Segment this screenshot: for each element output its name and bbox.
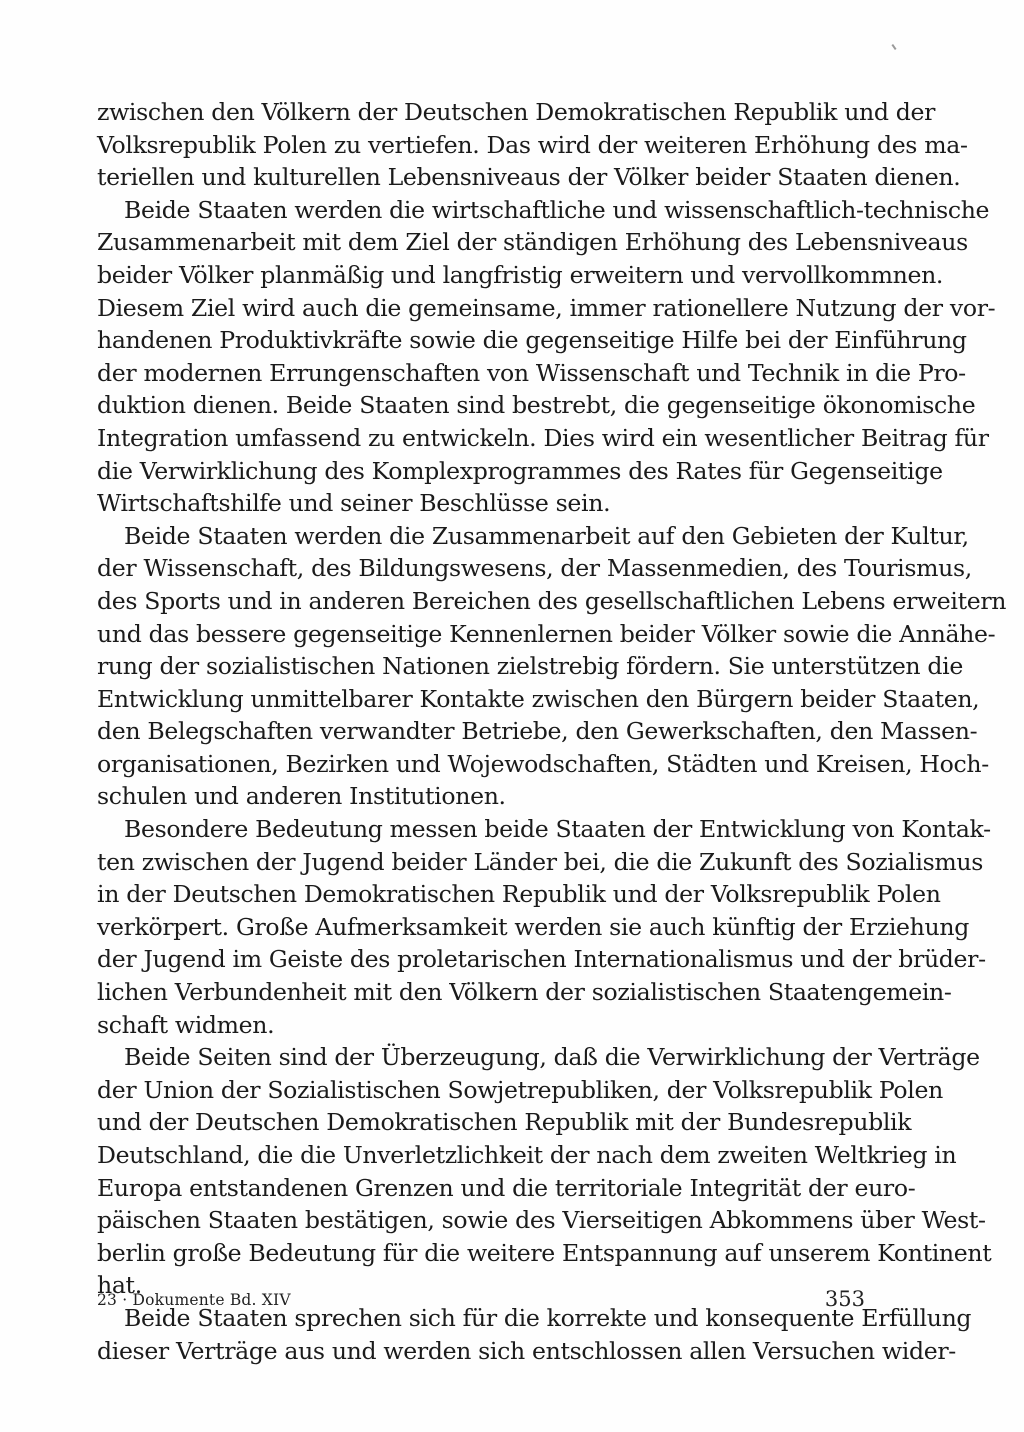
text-line: Wirtschaftshilfe und seiner Beschlüsse sein.	[97, 489, 611, 518]
text-line: schaft widmen.	[97, 1010, 275, 1039]
text-line: rung der sozialistischen Nationen zielstrebig fördern. Sie unterstützen die	[97, 652, 963, 681]
text-line: teriellen und kulturellen Lebensniveaus der Völker beider Staaten dienen.	[97, 163, 961, 192]
text-line: Integration umfassend zu entwickeln. Dies wird ein wesentlicher Beitrag für	[97, 423, 989, 452]
text-line: duktion dienen. Beide Staaten sind bestrebt, die gegenseitige ökonomische	[97, 391, 976, 420]
scan-speck	[891, 44, 896, 50]
text-line: päischen Staaten bestätigen, sowie des Vierseitigen Abkommens über West-	[97, 1206, 986, 1235]
text-line: und der Deutschen Demokratischen Republik mit der Bundesrepublik	[97, 1108, 912, 1137]
text-line: Volksrepublik Polen zu vertiefen. Das wird der weiteren Erhöhung des ma-	[97, 130, 968, 159]
text-line: schulen und anderen Institutionen.	[97, 782, 506, 811]
text-line: der modernen Errungenschaften von Wissenschaft und Technik in die Pro-	[97, 358, 966, 387]
text-line: der Union der Sozialistischen Sowjetrepubliken, der Volksrepublik Polen	[97, 1075, 943, 1104]
footer-signature: 23 · Dokumente Bd. XIV	[97, 1291, 291, 1309]
text-line: Beide Seiten sind der Überzeugung, daß die Verwirklichung der Verträge	[124, 1043, 980, 1072]
text-line: organisationen, Bezirken und Wojewodschaften, Städten und Kreisen, Hoch-	[97, 749, 989, 778]
body-text	[97, 96, 1007, 1367]
text-line: Europa entstandenen Grenzen und die territoriale Integrität der euro-	[97, 1173, 916, 1202]
text-line: die Verwirklichung des Komplexprogrammes des Rates für Gegenseitige	[97, 456, 943, 485]
text-line: Besondere Bedeutung messen beide Staaten der Entwicklung von Kontak-	[124, 815, 991, 844]
text-line: und das bessere gegenseitige Kennenlernen beider Völker sowie die Annähe-	[97, 619, 996, 648]
text-line: beider Völker planmäßig und langfristig erweitern und vervollkommnen.	[97, 260, 944, 289]
text-line: Beide Staaten sprechen sich für die korrekte und konsequente Erfüllung	[124, 1303, 972, 1332]
text-line: des Sports und in anderen Bereichen des gesellschaftlichen Lebens erweitern	[97, 586, 1007, 615]
text-line: lichen Verbundenheit mit den Völkern der sozialistischen Staatengemein-	[97, 978, 952, 1007]
text-line: Entwicklung unmittelbarer Kontakte zwischen den Bürgern beider Staaten,	[97, 684, 980, 713]
text-line: berlin große Bedeutung für die weitere Entspannung auf unserem Kontinent	[97, 1238, 992, 1267]
text-line: ten zwischen der Jugend beider Länder bei, die die Zukunft des Sozialismus	[97, 847, 983, 876]
text-line: Beide Staaten werden die wirtschaftliche und wissenschaftlich-technische	[124, 195, 990, 224]
text-line: Deutschland, die die Unverletzlichkeit der nach dem zweiten Weltkrieg in	[97, 1141, 957, 1169]
page-footer	[97, 1287, 865, 1315]
text-line: dieser Verträge aus und werden sich entschlossen allen Versuchen wider-	[97, 1336, 956, 1365]
text-line: in der Deutschen Demokratischen Republik und der Volksrepublik Polen	[97, 880, 941, 909]
text-line: verkörpert. Große Aufmerksamkeit werden sie auch künftig der Erziehung	[97, 912, 969, 941]
text-line: der Wissenschaft, des Bildungswesens, der Massenmedien, des Tourismus,	[97, 554, 972, 583]
text-line: den Belegschaften verwandter Betriebe, den Gewerkschaften, den Massen-	[97, 717, 978, 746]
text-line: Beide Staaten werden die Zusammenarbeit auf den Gebieten der Kultur,	[124, 521, 969, 550]
text-line: zwischen den Völkern der Deutschen Demokratischen Republik und der	[97, 98, 936, 126]
text-line: Diesem Ziel wird auch die gemeinsame, immer rationellere Nutzung der vor-	[97, 293, 996, 322]
text-line: hat.	[97, 1271, 142, 1300]
text-line: der Jugend im Geiste des proletarischen Internationalismus und der brüder-	[97, 945, 986, 974]
page-number: 353	[824, 1287, 865, 1311]
text-line: handenen Produktivkräfte sowie die gegenseitige Hilfe bei der Einführung	[97, 326, 967, 355]
text-line: Zusammenarbeit mit dem Ziel der ständigen Erhöhung des Lebensniveaus	[97, 228, 968, 257]
